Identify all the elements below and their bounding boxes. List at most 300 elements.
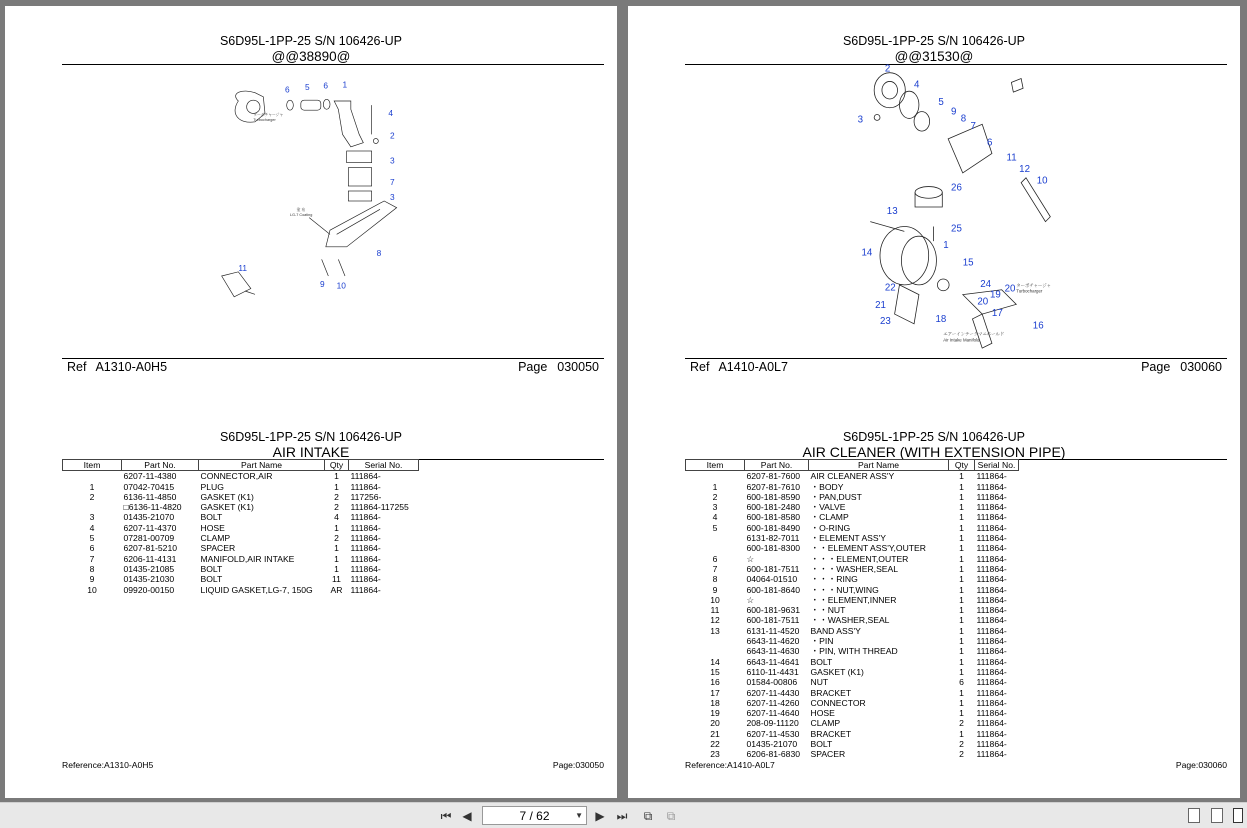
serial-cell: 111864- (976, 512, 1007, 523)
item-cell: 10 (710, 594, 720, 605)
item-cell: 17 (710, 687, 720, 698)
item-cell (686, 471, 745, 482)
table-row (686, 739, 1019, 749)
table-header-row (686, 460, 1019, 471)
table-row (686, 502, 1019, 512)
table-row (686, 523, 1019, 533)
item-cell: 4 (89, 522, 95, 533)
callout-4: 4 (388, 108, 393, 118)
callout-12: 12 (1019, 163, 1030, 175)
table-row (63, 585, 419, 595)
qty-cell: 1 (959, 574, 964, 585)
serial-cell: 111864- (976, 718, 1007, 729)
callout-16: 16 (1032, 320, 1044, 332)
callout-17: 17 (991, 308, 1003, 320)
item-cell: 22 (710, 739, 720, 750)
qty-cell: 1 (959, 728, 964, 739)
table-header-row (63, 460, 419, 471)
qty-cell: 2 (959, 718, 964, 729)
col-part-name: Part Name (199, 460, 325, 471)
page-line (1141, 360, 1222, 374)
serial-cell: 111864- (350, 543, 381, 554)
item-cell: 9 (89, 574, 95, 585)
section-model: S6D95L-1PP-25 S/N 106426-UP (219, 430, 403, 444)
item-cell: 20 (710, 718, 720, 729)
qty-cell: 2 (959, 749, 964, 760)
part-no-cell: 6206-81-6830 (746, 749, 801, 760)
callout-18: 18 (935, 313, 947, 325)
table-row (63, 512, 419, 522)
table-row (686, 574, 1019, 584)
page-number-input[interactable] (482, 806, 587, 825)
serial-cell: 111864- (976, 677, 1007, 688)
air-cleaner-diagram (838, 61, 1068, 353)
part-no-cell: 600-181-2480 (746, 502, 801, 513)
item-cell: 5 (712, 522, 718, 533)
callout-26: 26 (951, 182, 962, 194)
serial-cell: 111864- (976, 553, 1007, 564)
qty-cell: 1 (334, 481, 339, 492)
table-row (686, 657, 1019, 667)
qty-cell: 1 (334, 471, 339, 482)
air-intake-diagram (205, 61, 455, 341)
part-no-cell: □6136-11-4820 (123, 502, 182, 513)
table-row (686, 667, 1019, 677)
callout-20: 20 (1004, 283, 1016, 295)
item-cell: 18 (710, 697, 720, 708)
svg-text:Air Intake Manifold: Air Intake Manifold (943, 337, 980, 343)
callout-14: 14 (861, 247, 873, 259)
part-name-cell: ・・NUT (810, 605, 846, 616)
next-page-icon[interactable]: ▶ (595, 809, 605, 823)
callout-8: 8 (960, 113, 967, 125)
table-row (686, 605, 1019, 615)
ref-line (690, 360, 788, 374)
callout-6: 6 (987, 137, 993, 149)
serial-cell: 111864- (350, 574, 381, 585)
callout-11: 11 (238, 263, 247, 273)
serial-cell: 117256- (350, 491, 382, 502)
part-no-cell: 01584-00806 (746, 677, 798, 688)
callout-2: 2 (390, 130, 395, 141)
item-cell (63, 502, 122, 512)
svg-text:ターボチャージャ: ターボチャージャ (253, 113, 284, 117)
serial-cell: 111864- (976, 522, 1007, 533)
part-name-cell: ・PAN,DUST (810, 491, 862, 502)
col-part-no: Part No. (122, 460, 199, 471)
footer-page: Page:030060 (1175, 760, 1227, 770)
qty-cell: 4 (334, 512, 339, 523)
callout-7: 7 (390, 177, 395, 188)
serial-cell: 111864- (976, 584, 1007, 595)
part-name-cell: ・PIN (810, 636, 834, 647)
item-cell: 12 (710, 615, 720, 626)
serial-cell: 111864- (350, 553, 381, 564)
qty-cell: 2 (334, 502, 339, 513)
callout-25: 25 (951, 223, 962, 235)
ref-label: Ref (690, 360, 710, 374)
callout-7: 7 (970, 121, 976, 133)
section-model: S6D95L-1PP-25 S/N 106426-UP (842, 430, 1026, 444)
part-name-cell: BAND ASS'Y (810, 625, 861, 636)
part-no-cell: 600-181-8580 (746, 512, 801, 523)
callout-10: 10 (1036, 175, 1048, 187)
part-no-cell: 6110-11-4431 (746, 666, 799, 677)
part-name-cell: AIR CLEANER ASS'Y (810, 471, 895, 482)
part-name-cell: ・・・NUT,WING (810, 584, 879, 595)
serial-cell: 111864- (976, 625, 1007, 636)
col-serial: Serial No. (975, 460, 1019, 471)
table-row (686, 688, 1019, 698)
part-no-cell: 01435-21030 (123, 574, 175, 585)
item-cell: 21 (710, 728, 720, 739)
table-row (686, 564, 1019, 574)
part-name-cell: BOLT (810, 656, 833, 667)
page-value: 030050 (557, 360, 599, 374)
callout-6b: 6 (323, 80, 328, 91)
col-qty: Qty (949, 460, 975, 471)
part-no-cell: 6131-82-7011 (746, 533, 800, 544)
serial-cell: 111864- (976, 471, 1007, 482)
part-no-cell: 600-181-8300 (746, 543, 801, 554)
part-name-cell: BRACKET (810, 728, 852, 739)
serial-cell: 111864- (976, 481, 1007, 492)
part-name-cell: ・BODY (810, 481, 844, 492)
item-cell: 1 (89, 481, 95, 492)
item-cell: 7 (712, 563, 718, 574)
qty-cell: 1 (334, 522, 339, 533)
table-row (686, 585, 1019, 595)
serial-cell: 111864- (350, 533, 381, 544)
table-row (686, 471, 1019, 482)
qty-cell: 1 (959, 687, 964, 698)
copy-icon[interactable]: ⧉ (666, 808, 676, 823)
part-no-cell: 6643-11-4620 (746, 636, 800, 647)
part-no-cell: 6131-11-4520 (746, 625, 800, 636)
footer-reference: Reference:A1410-A0L7 (685, 760, 775, 770)
serial-cell: 111864- (976, 687, 1007, 698)
col-qty: Qty (325, 460, 349, 471)
callout-10: 10 (336, 280, 346, 291)
item-cell: 3 (712, 502, 718, 513)
callout-19: 19 (989, 289, 1001, 301)
single-page-view-icon[interactable] (1188, 808, 1200, 823)
part-name-cell: LIQUID GASKET,LG-7, 150G (200, 584, 313, 595)
page-label: Page (1141, 360, 1171, 374)
part-name-cell: BOLT (200, 512, 223, 523)
qty-cell: 1 (959, 543, 964, 554)
col-item: Item (686, 460, 745, 471)
part-no-cell: 09920-00150 (123, 584, 175, 595)
callout-15: 15 (962, 257, 974, 269)
page-label: Page (518, 360, 548, 374)
serial-cell: 111864- (976, 615, 1007, 626)
section-name: AIR INTAKE (272, 444, 350, 460)
part-name-cell: PLUG (200, 481, 224, 492)
table-row (686, 595, 1019, 605)
part-no-cell: 6207-81-5210 (123, 543, 178, 554)
qty-cell: 1 (959, 656, 964, 667)
part-no-cell: 600-181-7511 (746, 615, 800, 626)
ref-line (67, 360, 167, 374)
item-cell (63, 471, 122, 482)
serial-cell: 111864- (976, 543, 1007, 554)
serial-cell: 111864- (350, 471, 381, 482)
rotate-icon[interactable]: ⧉ (643, 808, 653, 823)
qty-cell: 1 (959, 491, 964, 502)
callout-22: 22 (884, 282, 896, 294)
item-cell (686, 533, 745, 543)
part-no-cell: 04064-01510 (746, 574, 798, 585)
callout-1: 1 (943, 239, 949, 251)
part-name-cell: BRACKET (810, 687, 852, 698)
ref-label: Ref (67, 360, 87, 374)
last-page-icon[interactable]: ⏭ (616, 808, 628, 823)
table-row (686, 698, 1019, 708)
page-model-title: S6D95L-1PP-25 S/N 106426-UP (219, 34, 403, 48)
svg-text:塗 布: 塗 布 (296, 208, 306, 213)
part-no-cell: 07281-00709 (123, 533, 175, 544)
table-row (686, 543, 1019, 553)
qty-cell: 1 (959, 615, 964, 626)
serial-cell: 111864-117255 (350, 502, 409, 513)
parts-table-left (62, 459, 419, 595)
part-name-cell: CLAMP (200, 533, 231, 544)
serial-cell: 111864- (976, 656, 1007, 667)
serial-cell: 111864- (976, 605, 1007, 616)
qty-cell: 1 (959, 708, 964, 719)
previous-page-icon[interactable]: ◀ (462, 809, 472, 823)
qty-cell: 1 (959, 594, 964, 605)
serial-cell: 111864- (976, 728, 1007, 739)
table-row (686, 646, 1019, 656)
serial-cell: 111864- (976, 697, 1007, 708)
part-no-cell: 6207-81-7610 (746, 481, 801, 492)
serial-cell: 111864- (350, 512, 381, 523)
item-cell: 6 (89, 543, 95, 554)
callout-9: 9 (320, 278, 325, 289)
table-row (63, 543, 419, 553)
qty-cell: 1 (959, 636, 964, 647)
table-row (63, 502, 419, 512)
viewer-toolbar (0, 802, 1247, 828)
callout-3: 3 (857, 114, 864, 126)
part-no-cell: 6207-11-4430 (746, 687, 800, 698)
callout-8: 8 (376, 248, 382, 258)
qty-cell: 2 (334, 533, 339, 544)
table-row (63, 564, 419, 574)
svg-text:LG-7 Coating: LG-7 Coating (290, 213, 313, 218)
part-no-cell: 6206-11-4131 (123, 553, 177, 564)
chevron-down-icon[interactable]: ▼ (575, 811, 583, 820)
item-cell: 1 (712, 481, 718, 492)
item-cell: 3 (89, 512, 95, 523)
part-name-cell: ・VALVE (810, 502, 846, 513)
part-no-cell: 600-181-8490 (746, 522, 801, 533)
part-name-cell: CONNECTOR,AIR (200, 471, 273, 482)
qty-cell: 1 (959, 522, 964, 533)
table-row (686, 615, 1019, 625)
callout-13: 13 (886, 205, 898, 217)
qty-cell: 1 (334, 553, 339, 564)
part-no-cell: 6207-11-4640 (746, 708, 800, 719)
first-page-icon[interactable]: ⏮ (440, 808, 452, 823)
right-page (628, 6, 1240, 798)
callout-3b: 3 (390, 192, 395, 203)
ref-value: A1310-A0H5 (95, 360, 168, 374)
table-row (63, 523, 419, 533)
callout-6: 6 (285, 84, 290, 95)
part-no-cell: ☆ (746, 553, 755, 564)
part-no-cell: 6207-11-4260 (746, 697, 800, 708)
item-cell (686, 543, 745, 553)
part-no-cell: 600-181-8640 (746, 584, 801, 595)
item-cell: 6 (712, 553, 718, 564)
serial-cell: 111864- (976, 666, 1007, 677)
item-cell: 8 (712, 574, 718, 585)
part-name-cell: HOSE (200, 522, 225, 533)
part-no-cell: 6207-11-4370 (123, 522, 177, 533)
table-row (63, 482, 419, 492)
part-name-cell: SPACER (200, 543, 236, 554)
continuous-view-icon[interactable] (1211, 808, 1223, 823)
part-no-cell: 600-181-7511 (746, 563, 800, 574)
item-cell: 5 (89, 533, 95, 544)
parts-table-right (685, 459, 1019, 760)
table-row (63, 574, 419, 584)
page-code: @@31530@ (894, 49, 974, 64)
item-cell: 16 (710, 677, 720, 688)
serial-cell: 111864- (976, 594, 1007, 605)
two-page-view-icon[interactable] (1233, 808, 1243, 823)
part-no-cell: 07042-70415 (123, 481, 175, 492)
item-cell: 4 (712, 512, 718, 523)
part-name-cell: ・O-RING (810, 522, 851, 533)
ref-value: A1410-A0L7 (718, 360, 788, 374)
part-name-cell: GASKET (K1) (810, 666, 864, 677)
qty-cell: 1 (959, 697, 964, 708)
item-cell: 9 (712, 584, 718, 595)
qty-cell: 1 (334, 543, 339, 554)
svg-text:Turbocharger: Turbocharger (1016, 288, 1043, 294)
table-row (63, 554, 419, 564)
item-cell (686, 646, 745, 656)
table-row (686, 482, 1019, 492)
part-no-cell: 01435-21070 (746, 739, 798, 750)
page-model-title: S6D95L-1PP-25 S/N 106426-UP (842, 34, 1026, 48)
serial-cell: 111864- (350, 481, 381, 492)
part-name-cell: GASKET (K1) (200, 502, 254, 513)
callout-1: 1 (342, 79, 348, 90)
table-row (686, 718, 1019, 728)
serial-cell: 111864- (976, 491, 1007, 502)
qty-cell: 1 (959, 584, 964, 595)
col-item: Item (63, 460, 122, 471)
part-name-cell: HOSE (810, 708, 835, 719)
part-name-cell: ・・・ELEMENT,OUTER (810, 553, 909, 564)
table-row (686, 492, 1019, 502)
table-row (686, 729, 1019, 739)
serial-cell: 111864- (976, 533, 1007, 544)
part-no-cell: 6136-11-4850 (123, 491, 177, 502)
item-cell: 10 (87, 584, 97, 595)
col-part-name: Part Name (809, 460, 949, 471)
item-cell: 7 (89, 553, 95, 564)
svg-text:Turbocharger: Turbocharger (253, 118, 276, 122)
qty-cell: 1 (959, 533, 964, 544)
table-row (63, 492, 419, 502)
table-row (686, 749, 1019, 759)
col-part-no: Part No. (745, 460, 809, 471)
qty-cell: 1 (959, 563, 964, 574)
serial-cell: 111864- (976, 739, 1007, 750)
qty-cell: AR (330, 584, 343, 595)
qty-cell: 2 (959, 739, 964, 750)
callout-23: 23 (880, 315, 891, 327)
page-line (518, 360, 599, 374)
serial-cell: 111864- (976, 563, 1007, 574)
table-row (686, 554, 1019, 564)
item-cell: 19 (710, 708, 720, 719)
col-serial: Serial No. (349, 460, 419, 471)
qty-cell: 1 (959, 512, 964, 523)
part-name-cell: ・CLAMP (810, 512, 849, 523)
qty-cell: 1 (959, 605, 964, 616)
svg-text:ターボチャージャ: ターボチャージャ (1016, 282, 1051, 288)
callout-9: 9 (951, 106, 957, 118)
item-cell: 11 (710, 605, 720, 616)
qty-cell: 1 (959, 625, 964, 636)
qty-cell: 1 (959, 646, 964, 657)
table-row (63, 533, 419, 543)
serial-cell: 111864- (976, 646, 1007, 657)
item-cell: 15 (710, 666, 720, 677)
serial-cell: 111864- (976, 502, 1007, 513)
part-name-cell: CONNECTOR (810, 697, 866, 708)
left-page (5, 6, 617, 798)
callout-21: 21 (875, 300, 886, 312)
callout-24: 24 (980, 278, 992, 290)
item-cell (686, 636, 745, 646)
item-cell: 13 (710, 625, 720, 636)
part-name-cell: ・・WASHER,SEAL (810, 615, 890, 626)
part-name-cell: ・・・WASHER,SEAL (810, 563, 899, 574)
part-no-cell: 01435-21085 (123, 563, 175, 574)
part-name-cell: GASKET (K1) (200, 491, 254, 502)
callout-2: 2 (884, 63, 891, 75)
part-no-cell: 208-09-11120 (746, 718, 799, 729)
qty-cell: 1 (959, 471, 964, 482)
item-cell: 14 (710, 656, 720, 667)
part-no-cell: 6643-11-4630 (746, 646, 800, 657)
part-name-cell: BOLT (200, 574, 223, 585)
serial-cell: 111864- (350, 563, 381, 574)
part-name-cell: ・・ELEMENT,INNER (810, 594, 897, 605)
part-name-cell: ・PIN, WITH THREAD (810, 646, 898, 657)
section-name: AIR CLEANER (WITH EXTENSION PIPE) (802, 444, 1066, 460)
serial-cell: 111864- (976, 749, 1007, 760)
part-name-cell: SPACER (810, 749, 846, 760)
callout-11: 11 (1006, 152, 1017, 164)
item-cell: 2 (712, 491, 718, 502)
footer-page: Page:030050 (552, 760, 604, 770)
qty-cell: 11 (332, 574, 341, 585)
page-code: @@38890@ (271, 49, 351, 64)
part-name-cell: ・・・RING (810, 574, 858, 585)
qty-cell: 2 (334, 491, 339, 502)
qty-cell: 1 (959, 481, 964, 492)
part-no-cell: 01435-21070 (123, 512, 175, 523)
